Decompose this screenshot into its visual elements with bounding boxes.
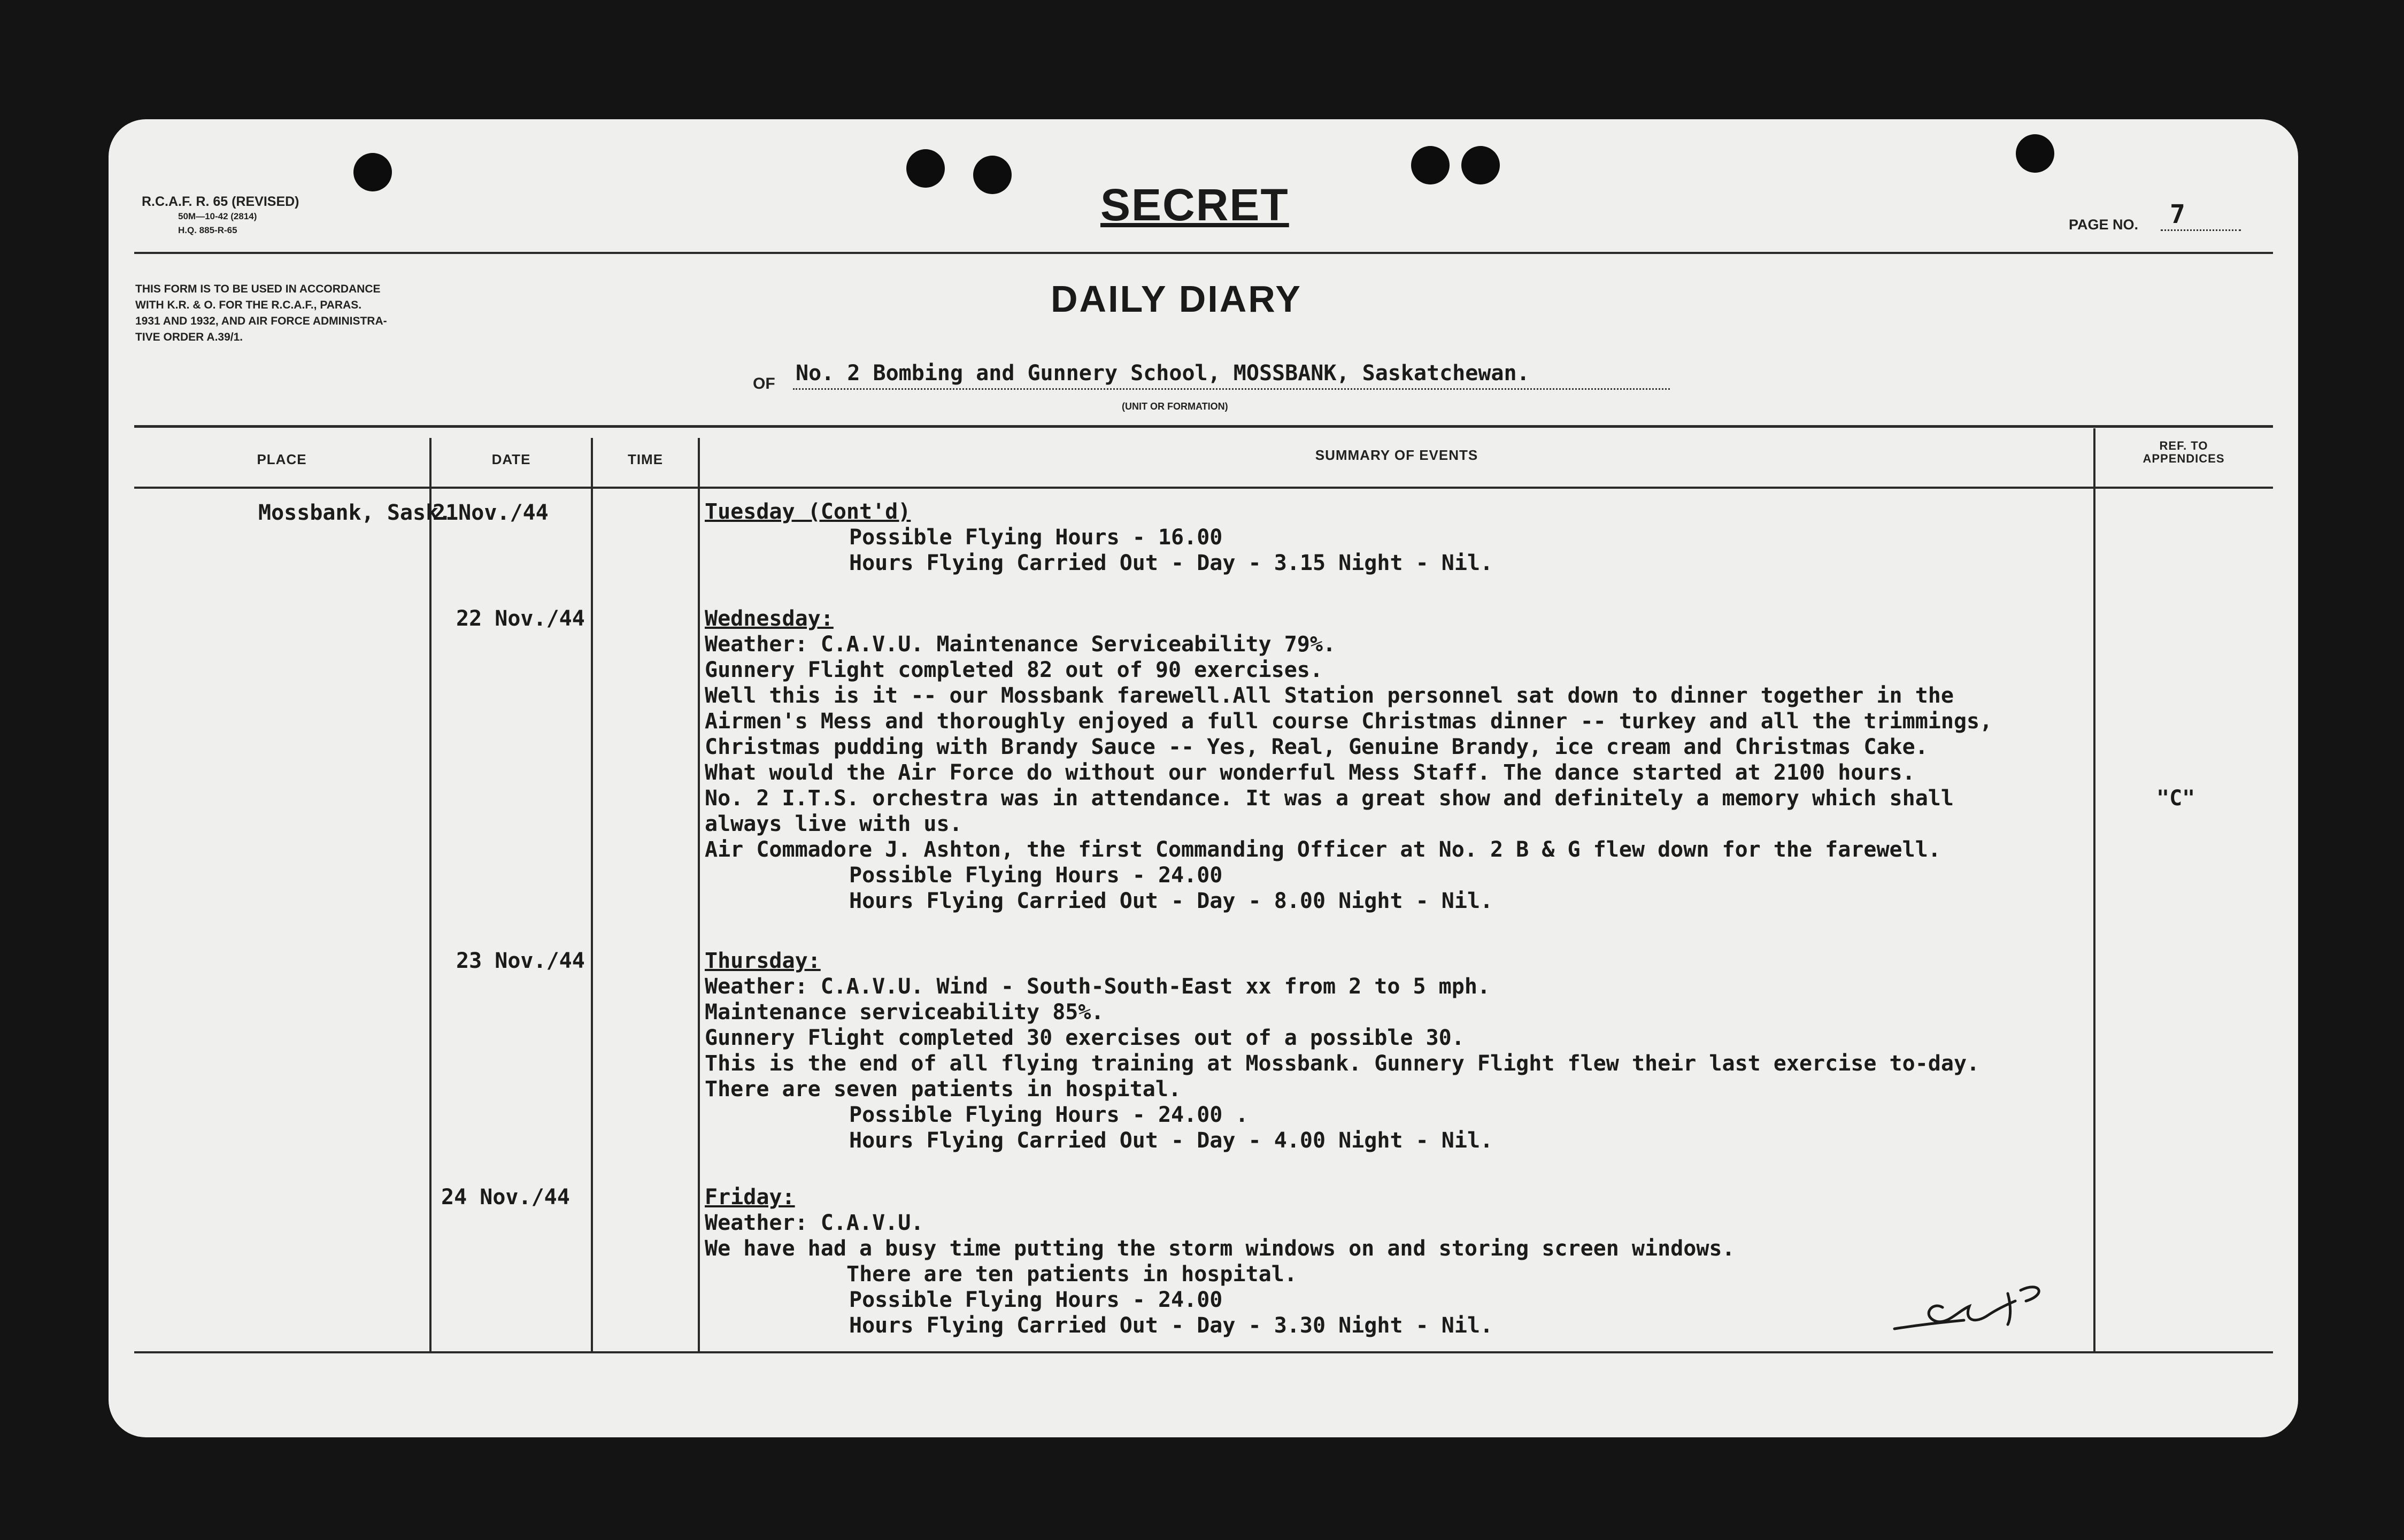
page-title: DAILY DIARY — [1051, 278, 1302, 320]
punch-hole — [2016, 134, 2054, 173]
place-cell: Mossbank, Sask. — [258, 500, 452, 525]
form-instructions-line: TIVE ORDER A.39/1. — [135, 331, 243, 343]
column-header-date: DATE — [491, 451, 531, 467]
page-number-line — [2161, 229, 2241, 231]
summary-line: Hours Flying Carried Out - Day - 8.00 Night - Nil. — [849, 889, 1493, 913]
summary-line: Possible Flying Hours - 16.00 — [849, 525, 1223, 550]
signature-mark — [1884, 1269, 2055, 1338]
form-instructions-line: WITH K.R. & O. FOR THE R.C.A.F., PARAS. — [135, 299, 362, 311]
table-bottom-rule — [134, 1351, 2273, 1353]
summary-line: Possible Flying Hours - 24.00 — [849, 863, 1223, 888]
column-divider — [2093, 428, 2095, 1351]
date-cell: 24 Nov./44 — [441, 1185, 570, 1210]
form-number: R.C.A.F. R. 65 (REVISED) — [142, 194, 299, 209]
column-divider — [591, 438, 593, 1351]
summary-line: Gunnery Flight completed 82 out of 90 exercises. — [705, 658, 1323, 682]
date-cell: 23 Nov./44 — [456, 949, 585, 973]
unit-name: No. 2 Bombing and Gunnery School, MOSSBANK, Saskatchewan. — [796, 361, 1530, 386]
summary-line: What would the Air Force do without our wonderful Mess Staff. The dance started at 2100 hours. — [705, 760, 1915, 785]
form-instructions-line: 1931 AND 1932, AND AIR FORCE ADMINISTRA- — [135, 315, 387, 327]
unit-caption: (UNIT OR FORMATION) — [1122, 401, 1228, 412]
of-label: OF — [753, 375, 775, 392]
summary-line: Weather: C.A.V.U. Maintenance Serviceability 79%. — [705, 632, 1336, 657]
summary-line: Possible Flying Hours - 24.00 — [849, 1288, 1223, 1312]
punch-hole — [1461, 146, 1500, 184]
punch-hole — [1411, 146, 1450, 184]
summary-line: Christmas pudding with Brandy Sauce -- Yes, Real, Genuine Brandy, ice cream and Christmas Cake. — [705, 735, 1928, 759]
table-top-rule — [134, 425, 2273, 428]
table-header-rule — [134, 487, 2273, 489]
column-header-time: TIME — [627, 451, 664, 467]
summary-line: There are ten patients in hospital. — [846, 1262, 1297, 1287]
page-number: 7 — [2170, 199, 2185, 229]
summary-line: Hours Flying Carried Out - Day - 3.30 Night - Nil. — [849, 1313, 1493, 1338]
summary-line: Possible Flying Hours - 24.00 . — [849, 1103, 1249, 1127]
summary-line: Hours Flying Carried Out - Day - 3.15 Night - Nil. — [849, 551, 1493, 575]
punch-hole — [353, 153, 392, 191]
day-heading: Friday: — [705, 1185, 795, 1210]
appendix-ref: "C" — [2156, 786, 2195, 811]
summary-line: This is the end of all flying training at Mossbank. Gunnery Flight flew their last exercise to-day. — [705, 1051, 1980, 1076]
summary-line: No. 2 I.T.S. orchestra was in attendance. It was a great show and definitely a memory which shall — [705, 786, 1954, 811]
unit-underline — [793, 388, 1670, 390]
summary-line: Weather: C.A.V.U. Wind - South-South-East xx from 2 to 5 mph. — [705, 974, 1491, 999]
summary-line: Weather: C.A.V.U. — [705, 1211, 924, 1235]
summary-line: Well this is it -- our Mossbank farewell.All Station personnel sat down to dinner together in the — [705, 683, 1954, 708]
diary-page — [109, 119, 2298, 1437]
column-header-ref: REF. TO — [2159, 439, 2208, 452]
column-header-summary: SUMMARY OF EVENTS — [1315, 447, 1478, 463]
page-number-label: PAGE NO. — [2069, 217, 2139, 233]
summary-line: We have had a busy time putting the storm windows on and storing screen windows. — [705, 1236, 1735, 1261]
column-divider — [429, 438, 432, 1351]
summary-line: Maintenance serviceability 85%. — [705, 1000, 1104, 1025]
header-rule — [134, 252, 2273, 254]
summary-line: Airmen's Mess and thoroughly enjoyed a full course Christmas dinner -- turkey and all the trimmings, — [705, 709, 1993, 734]
summary-line: Hours Flying Carried Out - Day - 4.00 Night - Nil. — [849, 1128, 1493, 1153]
day-heading: Thursday: — [705, 949, 821, 973]
punch-hole — [973, 156, 1012, 194]
punch-hole — [906, 149, 945, 188]
summary-line: Gunnery Flight completed 30 exercises out of a possible 30. — [705, 1026, 1465, 1050]
column-divider — [698, 438, 700, 1351]
form-instructions-line: THIS FORM IS TO BE USED IN ACCORDANCE — [135, 283, 381, 295]
summary-line: always live with us. — [705, 812, 962, 836]
day-heading: Wednesday: — [705, 606, 834, 631]
summary-line: Air Commadore J. Ashton, the first Commanding Officer at No. 2 B & G flew down for the farewell. — [705, 837, 1941, 862]
form-print-code: 50M—10-42 (2814) — [178, 211, 257, 221]
date-cell: 21Nov./44 — [433, 500, 549, 525]
classification-stamp: SECRET — [1100, 180, 1289, 230]
date-cell: 22 Nov./44 — [456, 606, 585, 631]
column-header-ref: APPENDICES — [2143, 452, 2225, 465]
summary-line: There are seven patients in hospital. — [705, 1077, 1182, 1102]
form-hq-code: H.Q. 885-R-65 — [178, 225, 237, 235]
column-header-place: PLACE — [257, 451, 307, 467]
day-heading: Tuesday (Cont'd) — [705, 499, 911, 524]
